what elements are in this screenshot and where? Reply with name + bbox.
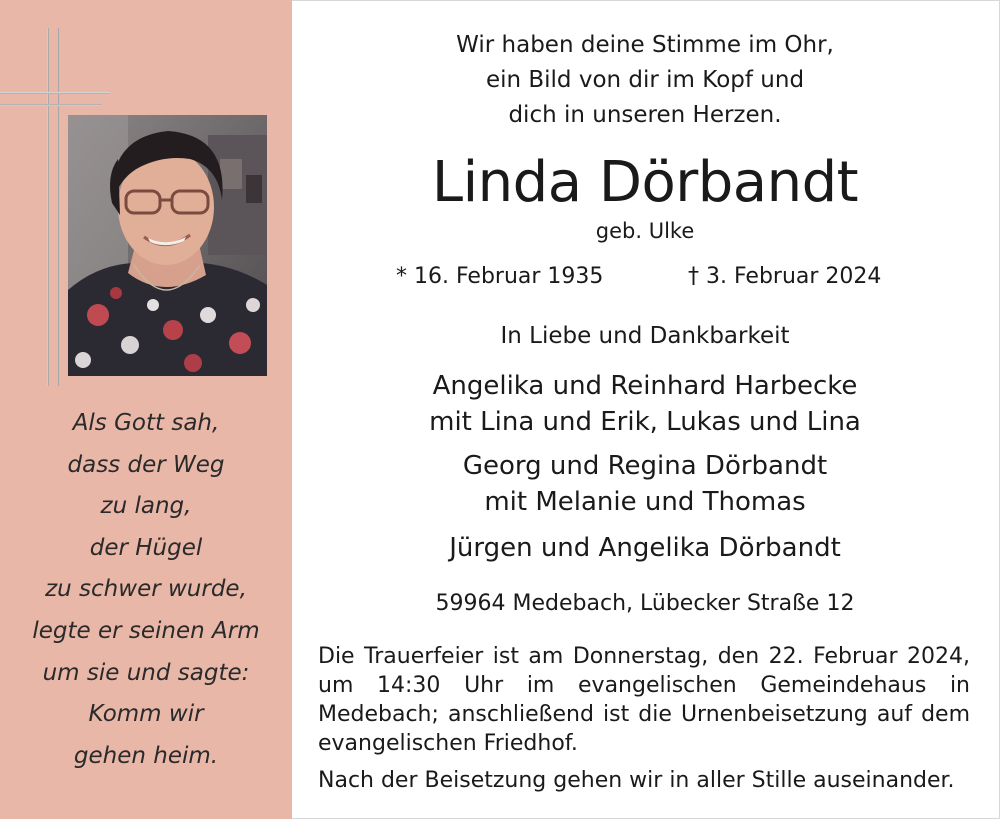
closing-text: Nach der Beisetzung gehen wir in aller Stille auseinander.	[318, 768, 955, 793]
poem-line: zu lang,	[100, 493, 192, 520]
poem-line: gehen heim.	[73, 742, 219, 769]
birth-date: * 16. Februar 1935	[396, 264, 604, 289]
family-line: mit Melanie und Thomas	[484, 487, 806, 517]
family-line: Georg und Regina Dörbandt	[462, 451, 828, 481]
address: 59964 Medebach, Lübecker Straße 12	[435, 591, 855, 616]
portrait-photo	[68, 115, 267, 376]
motto-line: ein Bild von dir im Kopf und	[485, 67, 805, 93]
cross-vertical-bar-shadow	[58, 28, 60, 386]
motto-line: Wir haben deine Stimme im Ohr,	[456, 32, 834, 58]
cross-horizontal-bar	[0, 92, 110, 94]
birth-name: geb. Ulke	[595, 219, 695, 243]
family-group	[300, 368, 990, 440]
family-line: mit Lina und Erik, Lukas und Lina	[429, 407, 861, 437]
left-panel	[0, 0, 292, 819]
service-text: Die Trauerfeier ist am Donnerstag, den 22. Februar 2024, um 14:30 Uhr im evangelischen Gemeindehaus in Medebach; anschließend ist die Urnenbeisetzung auf dem evangelischen Friedhof.	[318, 644, 970, 756]
poem-line: um sie und sagte:	[42, 659, 250, 686]
poem	[0, 403, 292, 777]
family-group	[300, 448, 990, 520]
poem-line: zu schwer wurde,	[45, 576, 247, 603]
poem-line: Als Gott sah,	[72, 410, 220, 436]
poem-line: der Hügel	[89, 534, 203, 561]
poem-line: legte er seinen Arm	[32, 617, 260, 644]
poem-line: dass der Weg	[67, 451, 225, 478]
deceased-name: Linda Dörbandt	[431, 150, 859, 215]
poem-line: Komm wir	[88, 701, 204, 728]
cross-horizontal-bar-shadow	[0, 104, 102, 106]
cross-vertical-bar	[47, 28, 49, 386]
dedication: In Liebe und Dankbarkeit	[500, 323, 790, 349]
family-group	[300, 530, 990, 566]
death-date: † 3. Februar 2024	[688, 264, 882, 289]
family-line: Angelika und Reinhard Harbecke	[432, 371, 858, 401]
family-line: Jürgen und Angelika Dörbandt	[449, 533, 841, 563]
motto	[300, 28, 990, 133]
motto-line: dich in unseren Herzen.	[508, 102, 782, 128]
